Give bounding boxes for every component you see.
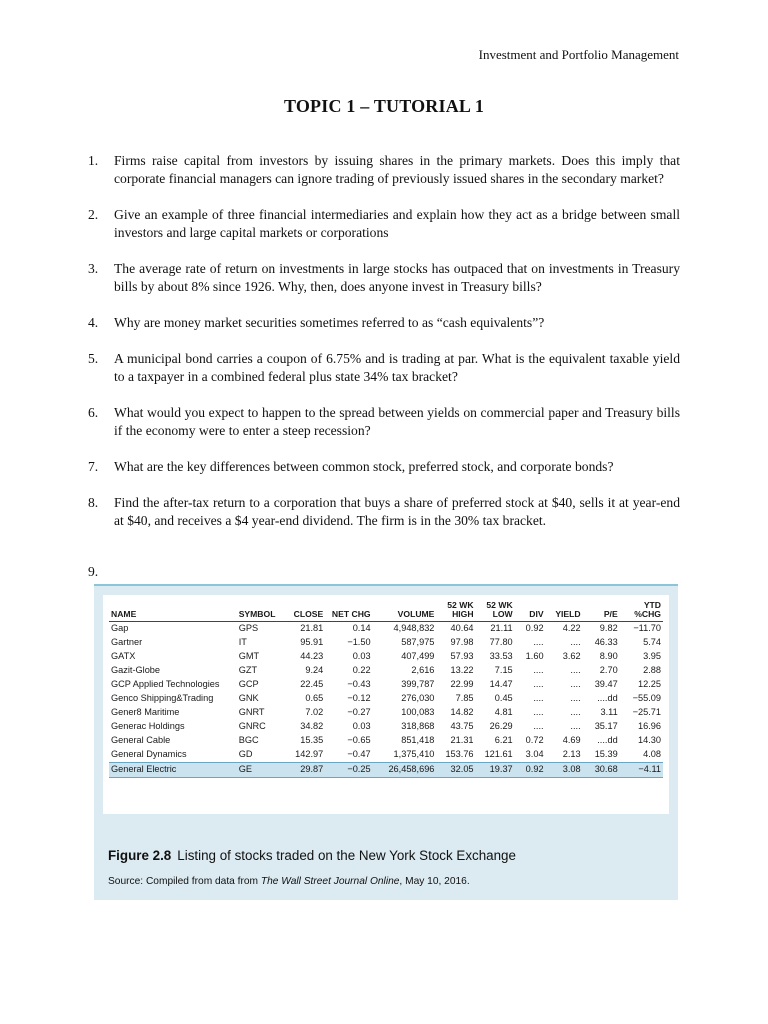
cell-close: 142.97: [295, 749, 324, 760]
cell-ytd-chg: 3.95: [643, 651, 661, 662]
cell-symbol: GE: [237, 763, 282, 778]
cell-yield: 4.22: [562, 623, 581, 634]
cell-symbol: GPS: [238, 623, 259, 634]
question-number: 5.: [88, 351, 99, 366]
cell-net-chg: −1.50: [347, 637, 371, 648]
cell-52wk-low: 26.29: [489, 721, 513, 732]
cell-52wk-high: 153.76: [445, 749, 474, 760]
cell-volume: 399,787: [401, 679, 435, 690]
cell-symbol: IT: [238, 637, 247, 648]
stock-table: [109, 601, 663, 778]
cell-net-chg: −0.25: [325, 763, 372, 778]
question-number: 2.: [88, 207, 99, 222]
cell-ytd-chg: 4.08: [643, 749, 661, 760]
cell-close: 9.24: [305, 665, 324, 676]
cell-pe: 2.70: [599, 665, 618, 676]
cell-pe: 15.39: [594, 749, 618, 760]
cell-pe: 46.33: [594, 637, 618, 648]
cell-div: 0.92: [525, 623, 544, 634]
cell-div: ....: [533, 693, 544, 704]
question-text: Give an example of three financial intermediaries and explain how they act as a bridge between small investors and large capital markets or corporations: [114, 207, 680, 240]
cell-name: GATX: [111, 651, 136, 662]
cell-symbol: BGC: [238, 735, 259, 746]
cell-52wk-low: 0.45: [494, 693, 513, 704]
question-text: The average rate of return on investments in large stocks has outpaced that on investments in Treasury bills by about 8% since 1926. Why, then, does anyone invest in Treasury bills?: [114, 261, 680, 294]
cell-name: Gazit-Globe: [111, 665, 161, 676]
question-item: [88, 152, 680, 188]
question-item: [88, 206, 680, 242]
cell-symbol: GNRT: [238, 707, 265, 718]
table-row: [109, 622, 663, 637]
cell-close: 34.82: [300, 721, 324, 732]
col-ytd-line2: %CHG: [634, 609, 661, 619]
cell-symbol: GD: [238, 749, 253, 760]
cell-52wk-high: 40.64: [450, 623, 474, 634]
cell-net-chg: 0.03: [352, 721, 371, 732]
cell-52wk-high: 21.31: [450, 735, 474, 746]
cell-div: 0.72: [525, 735, 544, 746]
cell-52wk-high: 97.98: [450, 637, 474, 648]
cell-pe: 8.90: [599, 651, 618, 662]
question-text: A municipal bond carries a coupon of 6.75% and is trading at par. What is the equivalent taxable yield to a taxpayer in a combined federal plus state 34% tax bracket?: [114, 351, 680, 384]
col-ytd-line1: YTD: [643, 600, 661, 610]
cell-52wk-low: 21.11: [490, 623, 513, 634]
cell-net-chg: −0.12: [347, 693, 371, 704]
cell-pe: 30.68: [583, 763, 620, 778]
cell-volume: 26,458,696: [373, 763, 437, 778]
cell-52wk-low: 33.53: [489, 651, 513, 662]
cell-div: 0.92: [515, 763, 546, 778]
table-row: [109, 720, 663, 734]
cell-div: ....: [533, 721, 544, 732]
figure-label: Figure 2.8: [108, 848, 172, 863]
cell-close: 7.02: [305, 707, 324, 718]
question-text: Firms raise capital from investors by issuing shares in the primary markets. Does this imply that corporate financial managers can ignore trading of previously issued shares in the secondary market?: [114, 153, 680, 186]
cell-div: ....: [533, 637, 544, 648]
question-text: Find the after-tax return to a corporation that buys a share of preferred stock at $40, sells it at year-end at $40, and receives a $4 year-end dividend. The firm is in the 30% tax bracket.: [114, 495, 680, 528]
cell-52wk-low: 4.81: [494, 707, 513, 718]
cell-52wk-high: 22.99: [450, 679, 474, 690]
source-journal: The Wall Street Journal Online: [260, 876, 400, 887]
col-52wk-high: [436, 601, 475, 622]
cell-pe: 3.11: [600, 707, 618, 718]
cell-yield: ....: [570, 707, 581, 718]
cell-52wk-high: 32.05: [436, 763, 475, 778]
question-number: 7.: [88, 459, 99, 474]
cell-net-chg: 0.22: [352, 665, 371, 676]
source-prefix: Source: Compiled from data from: [108, 876, 261, 887]
table-row: [109, 650, 663, 664]
cell-yield: 4.69: [562, 735, 581, 746]
cell-symbol: GMT: [238, 651, 260, 662]
cell-name: General Electric: [109, 763, 237, 778]
question-item: [88, 314, 680, 332]
source-suffix: , May 10, 2016.: [399, 876, 470, 887]
stock-table-body: [109, 622, 663, 778]
cell-close: 15.35: [300, 735, 324, 746]
cell-pe: ....dd: [597, 735, 618, 746]
cell-yield: ....: [570, 637, 581, 648]
col-52wk-high-line2: HIGH: [452, 609, 474, 619]
cell-symbol: GZT: [238, 665, 258, 676]
cell-52wk-high: 14.82: [450, 707, 474, 718]
cell-name: Generac Holdings: [111, 721, 185, 732]
cell-div: ....: [533, 679, 544, 690]
cell-volume: 2,616: [411, 665, 435, 676]
cell-volume: 587,975: [401, 637, 435, 648]
col-ytd-chg: [620, 601, 663, 622]
question-number: 3.: [88, 261, 99, 276]
table-row: [109, 664, 663, 678]
cell-volume: 851,418: [401, 735, 435, 746]
stock-table-panel: [103, 595, 669, 814]
col-52wk-high-line1: 52 WK: [447, 600, 474, 610]
cell-52wk-low: 7.15: [494, 665, 513, 676]
table-row: [109, 748, 663, 763]
cell-close: 21.81: [300, 623, 324, 634]
cell-ytd-chg: 16.96: [638, 721, 661, 732]
question-item: [88, 494, 680, 530]
cell-ytd-chg: −4.11: [620, 763, 663, 778]
table-row: [109, 692, 663, 706]
cell-symbol: GCP: [238, 679, 259, 690]
question-item: [88, 260, 680, 296]
cell-name: Gartner: [111, 637, 143, 648]
cell-close: 0.65: [305, 693, 324, 704]
question-text: What are the key differences between common stock, preferred stock, and corporate bonds?: [114, 459, 614, 474]
cell-net-chg: −0.43: [347, 679, 371, 690]
cell-symbol: GNK: [238, 693, 259, 704]
col-volume: VOLUME: [373, 601, 437, 622]
question-number: 6.: [88, 405, 99, 420]
cell-52wk-high: 57.93: [450, 651, 474, 662]
cell-net-chg: −0.47: [347, 749, 371, 760]
figure-caption: [108, 848, 516, 863]
cell-volume: 100,083: [401, 707, 435, 718]
cell-volume: 4,948,832: [393, 623, 435, 634]
cell-52wk-low: 19.37: [476, 763, 515, 778]
cell-ytd-chg: 5.74: [643, 637, 661, 648]
cell-yield: ....: [570, 693, 581, 704]
col-close: CLOSE: [282, 601, 325, 622]
col-52wk-low-line1: 52 WK: [486, 600, 513, 610]
cell-ytd-chg: −55.09: [632, 693, 661, 704]
cell-close: 95.91: [300, 637, 324, 648]
question-text: Why are money market securities sometimes referred to as “cash equivalents”?: [114, 315, 545, 330]
cell-symbol: GNRC: [238, 721, 266, 732]
table-row: [109, 734, 663, 748]
question-list: [88, 152, 680, 548]
col-52wk-low-line2: LOW: [492, 609, 513, 619]
cell-yield: 3.62: [562, 651, 581, 662]
cell-yield: 3.08: [546, 763, 583, 778]
col-symbol: SYMBOL: [237, 601, 282, 622]
question-number: 8.: [88, 495, 99, 510]
cell-ytd-chg: −11.70: [633, 623, 661, 634]
question-text: What would you expect to happen to the spread between yields on commercial paper and Treasury bills if the economy were to enter a steep recession?: [114, 405, 680, 438]
table-row: [109, 706, 663, 720]
cell-52wk-high: 43.75: [450, 721, 474, 732]
cell-volume: 276,030: [401, 693, 435, 704]
cell-52wk-high: 7.85: [455, 693, 474, 704]
cell-yield: ....: [570, 679, 581, 690]
cell-name: Genco Shipping&Trading: [111, 693, 214, 704]
cell-ytd-chg: 2.88: [643, 665, 661, 676]
cell-yield: 2.13: [562, 749, 581, 760]
cell-close: 44.23: [300, 651, 324, 662]
cell-div: 3.04: [525, 749, 544, 760]
cell-volume: 407,499: [401, 651, 435, 662]
table-row: [109, 763, 663, 778]
col-pe: P/E: [583, 601, 620, 622]
table-row: [109, 636, 663, 650]
cell-name: Gap: [111, 623, 129, 634]
question-item: [88, 458, 680, 476]
cell-div: ....: [533, 707, 544, 718]
cell-net-chg: 0.14: [352, 623, 371, 634]
cell-pe: 35.17: [594, 721, 618, 732]
page-title: TOPIC 1 – TUTORIAL 1: [283, 96, 485, 116]
col-52wk-low: [476, 601, 515, 622]
cell-52wk-low: 77.80: [489, 637, 513, 648]
cell-yield: ....: [570, 665, 581, 676]
question-item: [88, 404, 680, 440]
cell-pe: 9.82: [599, 623, 618, 634]
stock-listing-figure: [94, 584, 678, 900]
table-header-row: [109, 601, 663, 622]
question-number: 1.: [88, 153, 99, 168]
question-number-9: 9.: [88, 564, 99, 579]
cell-ytd-chg: 14.30: [638, 735, 661, 746]
cell-52wk-low: 14.47: [489, 679, 513, 690]
cell-volume: 318,868: [401, 721, 435, 732]
question-item: [88, 350, 680, 386]
running-header: Investment and Portfolio Management: [478, 47, 679, 62]
cell-52wk-low: 6.21: [494, 735, 513, 746]
cell-volume: 1,375,410: [393, 749, 435, 760]
cell-name: General Cable: [111, 735, 171, 746]
col-net-chg: NET CHG: [325, 601, 372, 622]
cell-net-chg: −0.27: [347, 707, 371, 718]
cell-pe: 39.47: [594, 679, 618, 690]
cell-div: 1.60: [525, 651, 544, 662]
figure-source: [108, 876, 470, 887]
cell-ytd-chg: 12.25: [638, 679, 661, 690]
cell-52wk-low: 121.61: [484, 749, 513, 760]
cell-div: ....: [533, 665, 544, 676]
cell-net-chg: 0.03: [352, 651, 371, 662]
cell-close: 29.87: [282, 763, 325, 778]
figure-caption-text: Listing of stocks traded on the New York Stock Exchange: [177, 848, 516, 863]
question-number: 4.: [88, 315, 99, 330]
col-name: NAME: [109, 601, 237, 622]
cell-name: GCP Applied Technologies: [111, 679, 220, 690]
cell-name: General Dynamics: [111, 749, 187, 760]
cell-52wk-high: 13.22: [450, 665, 474, 676]
cell-yield: ....: [570, 721, 581, 732]
col-div: DIV: [515, 601, 546, 622]
cell-ytd-chg: −25.71: [632, 707, 661, 718]
cell-name: Gener8 Maritime: [111, 707, 180, 718]
cell-close: 22.45: [300, 679, 324, 690]
cell-pe: ....dd: [597, 693, 618, 704]
table-row: [109, 678, 663, 692]
cell-net-chg: −0.65: [347, 735, 371, 746]
col-yield: YIELD: [546, 601, 583, 622]
